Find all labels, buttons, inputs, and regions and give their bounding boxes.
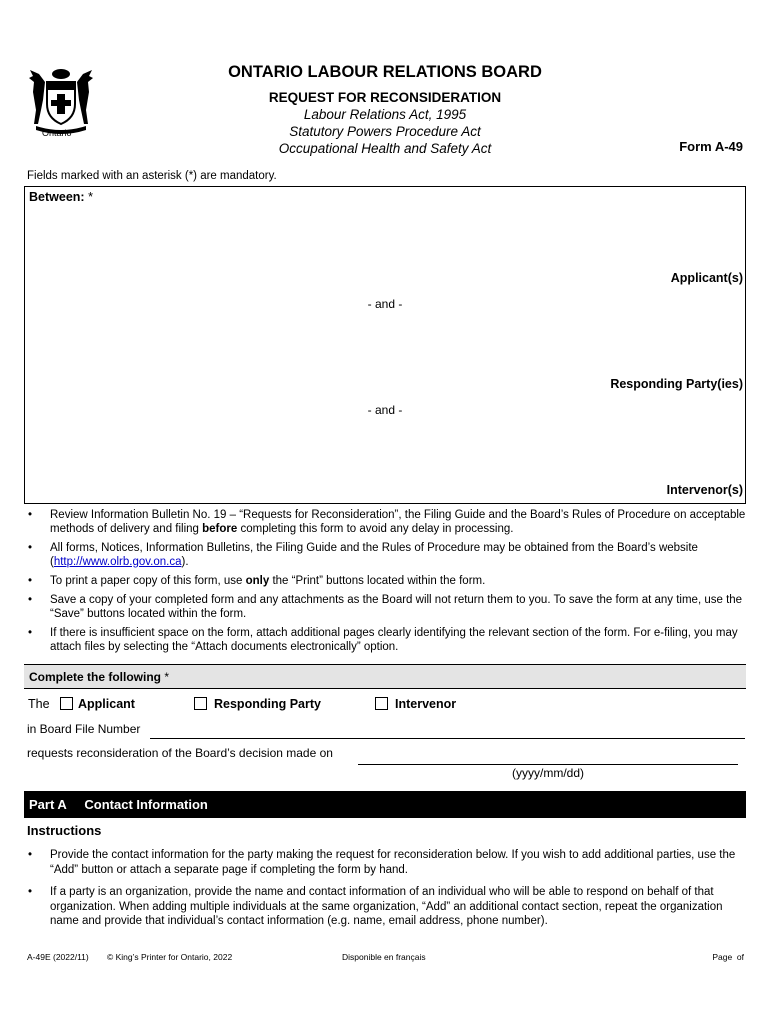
form-code: A-49E (2022/11) xyxy=(27,952,89,962)
instruction-notes xyxy=(26,508,748,659)
page-number: Page of xyxy=(712,952,744,962)
date-format-hint: (yyyy/mm/dd) xyxy=(512,766,584,780)
between-label: Between: * xyxy=(29,190,93,204)
intervenor-label: Intervenor(s) xyxy=(666,483,743,497)
french-available: Disponible en français xyxy=(342,952,426,962)
decision-date-label: requests reconsideration of the Board’s decision made on xyxy=(27,746,333,760)
note-item: • To print a paper copy of this form, use only the “Print” buttons located within the form. xyxy=(26,574,748,588)
part-a-instructions xyxy=(26,848,748,937)
note-item: • Review Information Bulletin No. 19 – “Requests for Reconsideration”, the Filing Guide and the Board’s Rules of Procedure on acceptable methods of delivery and filing before completing this form to avoid any delay in processing. xyxy=(26,508,748,536)
intervenor-checkbox-label: Intervenor xyxy=(395,697,457,711)
copyright: © King’s Printer for Ontario, 2022 xyxy=(107,952,233,962)
intervenor-checkbox[interactable] xyxy=(375,697,388,710)
mandatory-note: Fields marked with an asterisk (*) are mandatory. xyxy=(27,170,277,182)
complete-section-label: Complete the following * xyxy=(29,670,170,684)
board-file-number-input[interactable] xyxy=(150,738,745,739)
applicant-checkbox[interactable] xyxy=(60,697,73,710)
organization-title: ONTARIO LABOUR RELATIONS BOARD xyxy=(228,63,542,81)
instruction-item: • If a party is an organization, provide the name and contact information of an individual who will be able to respond on behalf of that organization. When adding multiple individuals at the same organization, “Add” an additional contact section, repeat the organization name and provide that individual’s contact information (e.g. name, email address, phone number). xyxy=(26,885,748,929)
decision-date-input[interactable] xyxy=(358,764,738,765)
responding-party-checkbox-label: Responding Party xyxy=(214,697,321,711)
act-2: Statutory Powers Procedure Act xyxy=(289,124,481,139)
note-item: • All forms, Notices, Information Bulletins, the Filing Guide and the Rules of Procedure may be obtained from the Board’s website (http://www.olrb.gov.on.ca). xyxy=(26,541,748,569)
part-a-title: Part A Contact Information xyxy=(29,797,208,812)
responding-party-checkbox[interactable] xyxy=(194,697,207,710)
and-separator-1: - and - xyxy=(367,297,403,311)
the-label: The xyxy=(28,697,50,711)
olrb-website-link[interactable]: http://www.olrb.gov.on.ca xyxy=(53,556,182,568)
note-item: • If there is insufficient space on the form, attach additional pages clearly identifying the relevant section of the form. For e-filing, you may attach files by selecting the “Attach documents electronically” option. xyxy=(26,626,748,654)
form-number: Form A-49 xyxy=(679,139,743,154)
applicant-checkbox-label: Applicant xyxy=(78,697,135,711)
board-file-number-label: in Board File Number xyxy=(27,722,141,736)
form-title: REQUEST FOR RECONSIDERATION xyxy=(268,90,502,105)
act-1: Labour Relations Act, 1995 xyxy=(303,107,467,122)
act-3: Occupational Health and Safety Act xyxy=(278,141,492,156)
and-separator-2: - and - xyxy=(367,403,403,417)
applicant-label: Applicant(s) xyxy=(670,271,743,285)
instruction-item: • Provide the contact information for the party making the request for reconsideration below. If you wish to add additional parties, use the “Add” button or attach a separate page if completing the form by hand. xyxy=(26,848,748,877)
logo-text: Ontario xyxy=(42,128,72,138)
instructions-title: Instructions xyxy=(27,823,102,838)
responding-party-label: Responding Party(ies) xyxy=(610,377,743,391)
note-item: • Save a copy of your completed form and any attachments as the Board will not return them to you. To save the form at any time, use the “Save” buttons located within the form. xyxy=(26,593,748,621)
between-parties-box[interactable] xyxy=(24,186,746,504)
